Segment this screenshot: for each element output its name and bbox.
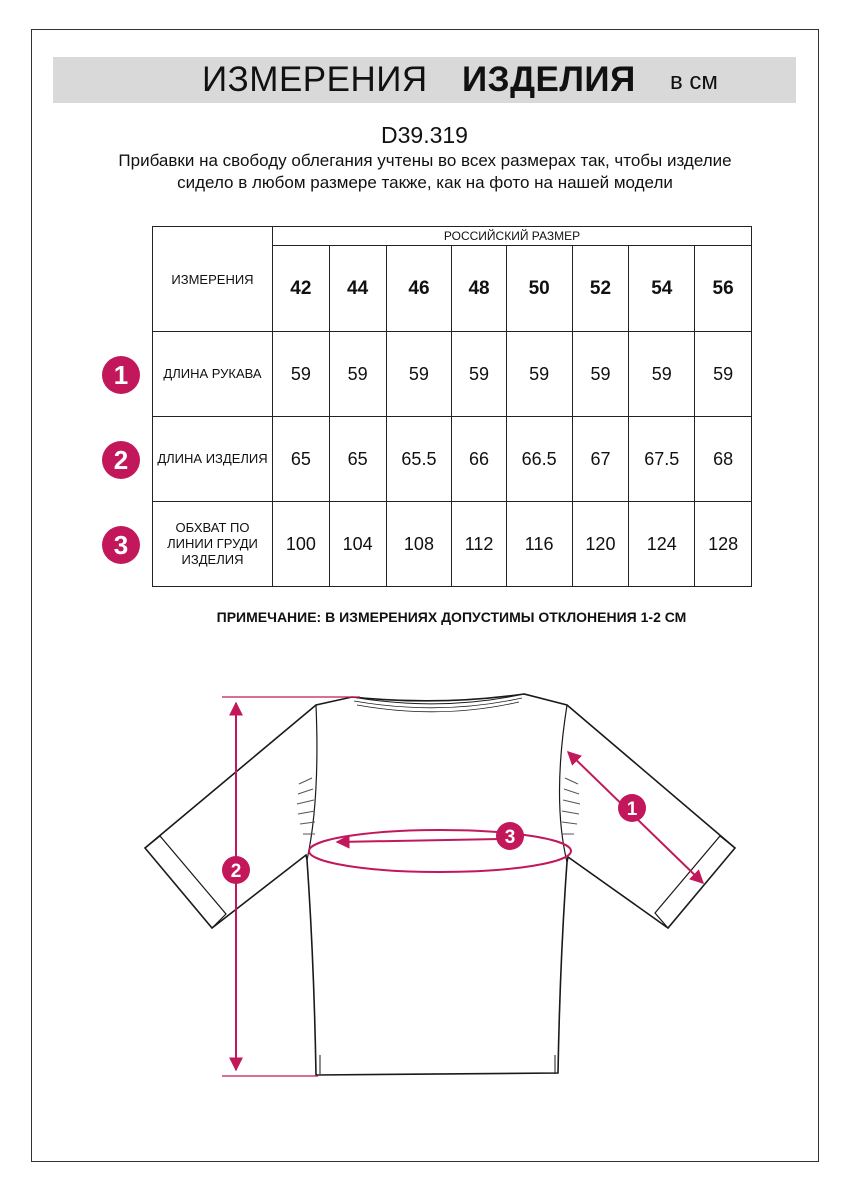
table-cell: 59	[506, 332, 572, 417]
table-cell: 59	[629, 332, 695, 417]
table-cell: 104	[329, 502, 386, 587]
size-header: 50	[506, 246, 572, 332]
measurement-badge-2: 2	[102, 441, 140, 479]
title-garment: ИЗДЕЛИЯ	[462, 60, 636, 99]
table-cell: 116	[506, 502, 572, 587]
table-cell: 59	[572, 332, 629, 417]
title-measurements: ИЗМЕРЕНИЯ	[202, 60, 428, 99]
table-cell: 65.5	[386, 417, 452, 502]
table-cell: 65	[273, 417, 330, 502]
size-header: 54	[629, 246, 695, 332]
table-cell: 128	[695, 502, 752, 587]
table-cell: 66	[452, 417, 506, 502]
sketch-marker-1	[618, 794, 646, 822]
title-unit: в см	[670, 68, 718, 95]
table-cell: 65	[329, 417, 386, 502]
size-header: 52	[572, 246, 629, 332]
table-cell: 59	[273, 332, 330, 417]
measurement-guides	[222, 697, 703, 1076]
table-cell: 67	[572, 417, 629, 502]
table-cell: 112	[452, 502, 506, 587]
sketch-marker-1-label: 1	[626, 799, 638, 820]
measurements-header: ИЗМЕРЕНИЯ	[153, 227, 273, 332]
fit-allowance-note: Прибавки на свободу облегания учтены во всех размерах так, чтобы изделие сидело в любом размере также, как на фото на нашей модели	[118, 151, 732, 192]
sketch-marker-2-label: 2	[230, 861, 242, 882]
size-header: 44	[329, 246, 386, 332]
table-cell: 68	[695, 417, 752, 502]
size-header: 56	[695, 246, 752, 332]
size-header: 46	[386, 246, 452, 332]
table-cell: 108	[386, 502, 452, 587]
size-header: 48	[452, 246, 506, 332]
row-label-garment-length: ДЛИНА ИЗДЕЛИЯ	[153, 417, 273, 502]
measurement-badge-3: 3	[102, 526, 140, 564]
size-group-header: РОССИЙСКИЙ РАЗМЕР	[273, 227, 752, 246]
table-cell: 59	[695, 332, 752, 417]
tolerance-note: ПРИМЕЧАНИЕ: В ИЗМЕРЕНИЯХ ДОПУСТИМЫ ОТКЛОНЕНИЯ 1-2 СМ	[216, 609, 687, 625]
table-cell: 124	[629, 502, 695, 587]
table-cell: 66.5	[506, 417, 572, 502]
table-cell: 120	[572, 502, 629, 587]
tshirt-outline	[145, 694, 735, 1075]
table-cell: 59	[452, 332, 506, 417]
table-cell: 100	[273, 502, 330, 587]
row-label-sleeve-length: ДЛИНА РУКАВА	[153, 332, 273, 417]
sketch-marker-3-label: 3	[504, 827, 516, 848]
table-cell: 59	[329, 332, 386, 417]
table-cell: 67.5	[629, 417, 695, 502]
row-label-chest-girth: ОБХВАТ ПО ЛИНИИ ГРУДИ ИЗДЕЛИЯ	[153, 502, 273, 587]
table-cell: 59	[386, 332, 452, 417]
sketch-marker-3	[496, 822, 524, 850]
sketch-marker-2	[222, 856, 250, 884]
size-header: 42	[273, 246, 330, 332]
measurement-badge-1: 1	[102, 356, 140, 394]
model-code: D39.319	[381, 122, 468, 148]
fabric-fold-hatching	[297, 778, 580, 834]
